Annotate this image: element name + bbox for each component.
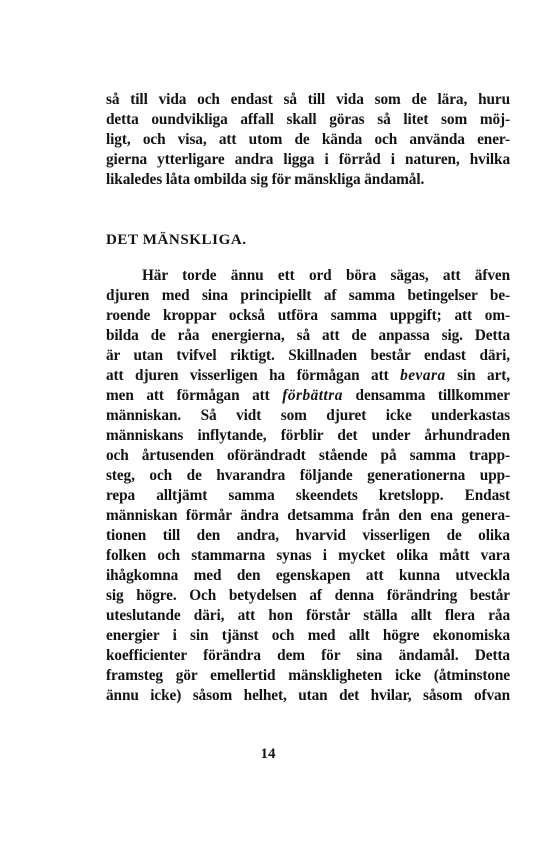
text-line: och årtusenden oförändradt stående på samma trapp- bbox=[106, 447, 510, 464]
text-line: Här torde ännu ett ord böra sägas, att äfven bbox=[142, 267, 510, 284]
text-line: steg, och de hvarandra följande generationerna upp- bbox=[106, 467, 510, 484]
page-number: 14 bbox=[260, 746, 276, 762]
text-segment: men att förmågan att bbox=[106, 387, 270, 404]
text-line: koefficienter förändra dem för sina ändamål. Detta bbox=[106, 647, 510, 664]
emphasized-word: bevara bbox=[400, 367, 446, 384]
text-line: likaledes låta ombilda sig för mänskliga ändamål. bbox=[106, 171, 425, 188]
text-line: tionen till den andra, hvarvid visserligen de olika bbox=[106, 527, 510, 544]
text-line: gierna ytterligare andra ligga i förråd i naturen, hvilka bbox=[106, 151, 510, 168]
text-segment: densamma tillkommer bbox=[355, 387, 510, 404]
emphasized-word: förbättra bbox=[282, 387, 343, 404]
text-segment: att djuren visserligen ha förmågan att bbox=[106, 367, 389, 384]
text-line: energier i sin tjänst och med allt högre ekonomiska bbox=[106, 627, 510, 644]
text-line bbox=[106, 366, 510, 386]
text-line: människan förmår ändra detsamma från den ena genera- bbox=[106, 507, 510, 524]
text-line: är utan tvifvel riktigt. Skillnaden består endast däri, bbox=[106, 347, 510, 364]
text-line: detta oundvikliga affall skall göras så litet som möj- bbox=[106, 111, 510, 128]
text-segment: sin art, bbox=[457, 367, 510, 384]
text-line: repa alltjämt samma skeendets kretslopp. Endast bbox=[106, 487, 510, 504]
text-line: så till vida och endast så till vida som de lära, huru bbox=[106, 91, 510, 108]
text-line: uteslutande däri, att hon förstår ställa allt flera råa bbox=[106, 607, 510, 624]
text-line: folken och stammarna synas i mycket olika mått vara bbox=[106, 547, 510, 564]
text-line: ligt, och visa, att utom de kända och använda ener- bbox=[106, 131, 510, 148]
text-line: framsteg gör emellertid mänskligheten icke (åtminstone bbox=[106, 667, 510, 684]
text-line: sig högre. Och betydelsen af denna förändring består bbox=[106, 587, 510, 604]
text-line: människan. Så vidt som djuret icke underkastas bbox=[106, 407, 510, 424]
text-line: ihågkomna med den egenskapen att kunna utveckla bbox=[106, 567, 510, 584]
text-line: ännu icke) såsom helhet, utan det hvilar, såsom ofvan bbox=[106, 687, 510, 704]
text-line: roende kroppar också utföra samma uppgift; att om- bbox=[106, 307, 510, 324]
text-line bbox=[106, 386, 510, 406]
text-line: djuren med sina principiellt af samma betingelser be- bbox=[106, 287, 510, 304]
text-line: bilda de råa energierna, så att de anpassa sig. Detta bbox=[106, 327, 510, 344]
section-heading: DET MÄNSKLIGA. bbox=[106, 232, 247, 248]
text-line: människans inflytande, förblir det under århundraden bbox=[106, 427, 510, 444]
